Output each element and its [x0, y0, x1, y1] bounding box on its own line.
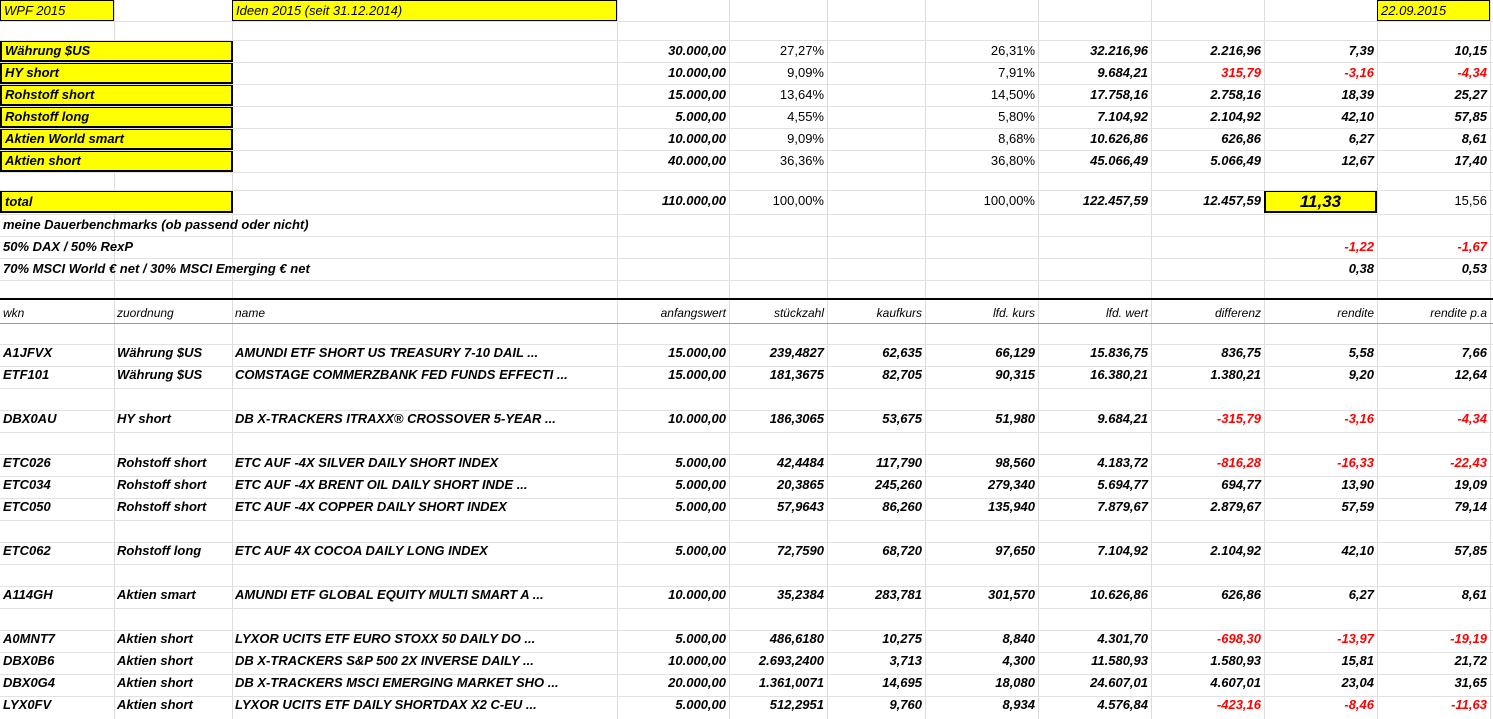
position-zuordnung[interactable]: Aktien short	[117, 675, 193, 690]
position-rendite-pa[interactable]: -4,34	[1457, 411, 1487, 426]
position-name[interactable]: DB X-TRACKERS ITRAXX® CROSSOVER 5-YEAR ...	[235, 411, 556, 426]
position-lfd-wert[interactable]: 24.607,01	[1090, 675, 1148, 690]
total-anfangswert[interactable]: 110.000,00	[661, 193, 726, 208]
total-lfd-wert[interactable]: 122.457,59	[1082, 193, 1148, 208]
position-rendite[interactable]: 15,81	[1341, 653, 1374, 668]
summary-anteil-aktuell[interactable]: 36,80%	[990, 153, 1035, 168]
position-lfd-kurs[interactable]: 4,300	[1002, 653, 1035, 668]
summary-anfangswert[interactable]: 40.000,00	[668, 153, 726, 168]
position-stueckzahl[interactable]: 2.693,2400	[758, 653, 824, 668]
position-lfd-kurs[interactable]: 8,934	[1002, 697, 1035, 712]
position-lfd-kurs[interactable]: 135,940	[988, 499, 1035, 514]
grid-row-line	[0, 454, 1493, 455]
position-lfd-kurs[interactable]: 97,650	[995, 543, 1035, 558]
summary-anteil-aktuell[interactable]: 26,31%	[990, 43, 1035, 58]
position-rendite[interactable]: 23,04	[1341, 675, 1374, 690]
position-anfangswert[interactable]: 5.000,00	[675, 697, 726, 712]
grid-row-line	[0, 214, 1493, 215]
grid-row-line	[0, 21, 1493, 22]
position-wkn[interactable]: A0MNT7	[3, 631, 56, 646]
position-differenz[interactable]: 626,86	[1221, 587, 1261, 602]
position-differenz[interactable]: 836,75	[1221, 345, 1261, 360]
grid-row-line	[0, 388, 1493, 389]
position-rendite-pa[interactable]: -22,43	[1450, 455, 1487, 470]
position-anfangswert[interactable]: 10.000,00	[668, 653, 726, 668]
summary-label[interactable]: Aktien World smart	[0, 128, 233, 150]
total-label[interactable]: total	[0, 190, 233, 213]
position-lfd-wert[interactable]: 7.879,67	[1097, 499, 1148, 514]
position-differenz[interactable]: 1.580,93	[1210, 653, 1261, 668]
position-rendite[interactable]: 6,27	[1348, 587, 1374, 602]
position-lfd-wert[interactable]: 4.301,70	[1097, 631, 1148, 646]
position-lfd-wert[interactable]: 4.183,72	[1097, 455, 1148, 470]
position-stueckzahl[interactable]: 1.361,0071	[758, 675, 824, 690]
summary-anteil-start[interactable]: 4,55%	[787, 109, 824, 124]
position-name[interactable]: ETC AUF -4X COPPER DAILY SHORT INDEX	[235, 499, 507, 514]
position-rendite-pa[interactable]: 19,09	[1454, 477, 1487, 492]
summary-anteil-start[interactable]: 13,64%	[779, 87, 824, 102]
position-zuordnung[interactable]: Aktien short	[117, 631, 193, 646]
position-wkn[interactable]: DBX0AU	[3, 411, 57, 426]
position-kaufkurs[interactable]: 9,760	[889, 697, 922, 712]
grid-row-line	[0, 542, 1493, 543]
position-wkn[interactable]: A1JFVX	[3, 345, 53, 360]
position-anfangswert[interactable]: 5.000,00	[675, 455, 726, 470]
position-kaufkurs[interactable]: 68,720	[882, 543, 922, 558]
position-wkn[interactable]: LYX0FV	[3, 697, 52, 712]
benchmark-rendite-pa[interactable]: 0,53	[1461, 261, 1487, 276]
summary-anfangswert[interactable]: 10.000,00	[668, 65, 726, 80]
grid-row-line	[0, 410, 1493, 411]
total-anteil-start[interactable]: 100,00%	[772, 193, 824, 208]
position-name[interactable]: DB X-TRACKERS MSCI EMERGING MARKET SHO ...	[235, 675, 559, 690]
position-rendite-pa[interactable]: 12,64	[1454, 367, 1487, 382]
summary-rendite-pa[interactable]: 17,40	[1454, 153, 1487, 168]
position-differenz[interactable]: -315,79	[1216, 411, 1261, 426]
grid-row-line	[0, 564, 1493, 565]
position-name[interactable]: LYXOR UCITS ETF DAILY SHORTDAX X2 C-EU ...	[235, 697, 537, 712]
position-rendite[interactable]: 13,90	[1341, 477, 1374, 492]
position-lfd-kurs[interactable]: 301,570	[988, 587, 1035, 602]
position-lfd-kurs[interactable]: 51,980	[995, 411, 1035, 426]
position-lfd-kurs[interactable]: 90,315	[995, 367, 1035, 382]
position-kaufkurs[interactable]: 86,260	[882, 499, 922, 514]
summary-rendite[interactable]: 18,39	[1341, 87, 1374, 102]
summary-rendite[interactable]: 12,67	[1341, 153, 1374, 168]
position-stueckzahl[interactable]: 186,3065	[769, 411, 824, 426]
summary-lfd-wert[interactable]: 10.626,86	[1090, 131, 1148, 146]
summary-anteil-start[interactable]: 9,09%	[787, 131, 824, 146]
position-name[interactable]: ETC AUF 4X COCOA DAILY LONG INDEX	[235, 543, 488, 558]
position-kaufkurs[interactable]: 283,781	[875, 587, 922, 602]
position-stueckzahl[interactable]: 239,4827	[769, 345, 824, 360]
summary-differenz[interactable]: 2.216,96	[1210, 43, 1261, 58]
summary-label[interactable]: Rohstoff short	[0, 84, 233, 106]
position-lfd-wert[interactable]: 5.694,77	[1097, 477, 1148, 492]
grid-row-line	[0, 608, 1493, 609]
position-anfangswert[interactable]: 15.000,00	[668, 345, 726, 360]
position-anfangswert[interactable]: 20.000,00	[668, 675, 726, 690]
position-stueckzahl[interactable]: 72,7590	[777, 543, 824, 558]
position-differenz[interactable]: 2.879,67	[1210, 499, 1261, 514]
summary-lfd-wert[interactable]: 45.066,49	[1090, 153, 1148, 168]
summary-lfd-wert[interactable]: 9.684,21	[1097, 65, 1148, 80]
summary-label[interactable]: Währung $US	[0, 40, 233, 62]
position-zuordnung[interactable]: Währung $US	[117, 345, 203, 360]
position-lfd-wert[interactable]: 16.380,21	[1090, 367, 1148, 382]
position-rendite[interactable]: -8,46	[1344, 697, 1374, 712]
position-lfd-kurs[interactable]: 8,840	[1002, 631, 1035, 646]
summary-anfangswert[interactable]: 30.000,00	[668, 43, 726, 58]
summary-differenz[interactable]: 2.104,92	[1210, 109, 1261, 124]
benchmark-label[interactable]: 50% DAX / 50% RexP	[3, 239, 134, 254]
position-zuordnung[interactable]: Rohstoff short	[117, 499, 207, 514]
col-header-zuordnung[interactable]: zuordnung	[117, 306, 174, 320]
position-wkn[interactable]: DBX0B6	[3, 653, 55, 668]
grid-row-line	[0, 40, 1493, 41]
position-wkn[interactable]: DBX0G4	[3, 675, 56, 690]
position-rendite-pa[interactable]: -19,19	[1450, 631, 1487, 646]
total-anteil-aktuell[interactable]: 100,00%	[983, 193, 1035, 208]
summary-anteil-aktuell[interactable]: 14,50%	[990, 87, 1035, 102]
sheet-date[interactable]: 22.09.2015	[1377, 0, 1490, 21]
grid-row-line	[0, 520, 1493, 521]
summary-rendite[interactable]: -3,16	[1344, 65, 1374, 80]
position-differenz[interactable]: 4.607,01	[1210, 675, 1261, 690]
position-anfangswert[interactable]: 5.000,00	[675, 499, 726, 514]
col-header-rendite-pa[interactable]: rendite p.a	[1430, 306, 1487, 320]
position-kaufkurs[interactable]: 62,635	[882, 345, 922, 360]
position-rendite-pa[interactable]: -11,63	[1451, 697, 1487, 712]
position-name[interactable]: COMSTAGE COMMERZBANK FED FUNDS EFFECTI ...	[235, 367, 568, 382]
position-rendite-pa[interactable]: 31,65	[1454, 675, 1487, 690]
position-wkn[interactable]: ETC050	[3, 499, 51, 514]
grid-row-line	[0, 172, 1493, 173]
position-name[interactable]: AMUNDI ETF SHORT US TREASURY 7-10 DAIL ...	[235, 345, 539, 360]
position-kaufkurs[interactable]: 53,675	[882, 411, 922, 426]
grid-row-line	[0, 84, 1493, 85]
position-differenz[interactable]: 1.380,21	[1210, 367, 1261, 382]
col-header-name[interactable]: name	[235, 306, 266, 320]
grid-row-line	[0, 432, 1493, 433]
position-lfd-wert[interactable]: 9.684,21	[1097, 411, 1148, 426]
grid-row-line	[0, 128, 1493, 129]
summary-rendite-pa[interactable]: 57,85	[1454, 109, 1487, 124]
sheet-subtitle[interactable]: Ideen 2015 (seit 31.12.2014)	[232, 0, 617, 21]
position-name[interactable]: LYXOR UCITS ETF EURO STOXX 50 DAILY DO ...	[235, 631, 536, 646]
summary-differenz[interactable]: 5.066,49	[1210, 153, 1261, 168]
position-wkn[interactable]: ETF101	[3, 367, 50, 382]
position-stueckzahl[interactable]: 42,4484	[777, 455, 824, 470]
position-kaufkurs[interactable]: 82,705	[882, 367, 922, 382]
summary-anteil-aktuell[interactable]: 5,80%	[998, 109, 1035, 124]
position-wkn[interactable]: ETC034	[3, 477, 51, 492]
position-wkn[interactable]: ETC062	[3, 543, 51, 558]
position-kaufkurs[interactable]: 3,713	[889, 653, 922, 668]
summary-anteil-start[interactable]: 9,09%	[787, 65, 824, 80]
grid-row-line	[0, 280, 1493, 281]
position-stueckzahl[interactable]: 20,3865	[777, 477, 824, 492]
benchmark-heading[interactable]: meine Dauerbenchmarks (ob passend oder nicht)	[3, 217, 309, 232]
benchmark-rendite[interactable]: -1,22	[1344, 239, 1374, 254]
position-wkn[interactable]: A114GH	[3, 587, 53, 602]
col-header-anfangswert[interactable]: anfangswert	[660, 306, 726, 320]
grid-row-line	[0, 366, 1493, 367]
benchmark-label[interactable]: 70% MSCI World € net / 30% MSCI Emerging € net	[3, 261, 310, 276]
position-stueckzahl[interactable]: 35,2384	[777, 587, 824, 602]
position-lfd-kurs[interactable]: 66,129	[995, 345, 1035, 360]
col-header-kaufkurs[interactable]: kaufkurs	[876, 306, 922, 320]
summary-rendite-pa[interactable]: 25,27	[1454, 87, 1487, 102]
position-zuordnung[interactable]: Rohstoff long	[117, 543, 202, 558]
grid-row-line	[0, 236, 1493, 237]
summary-differenz[interactable]: 626,86	[1221, 131, 1261, 146]
position-anfangswert[interactable]: 15.000,00	[668, 367, 726, 382]
summary-label[interactable]: HY short	[0, 62, 233, 84]
position-rendite[interactable]: -13,97	[1337, 631, 1374, 646]
position-kaufkurs[interactable]: 245,260	[875, 477, 922, 492]
position-zuordnung[interactable]: Währung $US	[117, 367, 203, 382]
position-rendite-pa[interactable]: 21,72	[1454, 653, 1487, 668]
position-rendite[interactable]: 5,58	[1348, 345, 1374, 360]
position-differenz[interactable]: 694,77	[1221, 477, 1261, 492]
summary-label[interactable]: Rohstoff long	[0, 106, 233, 128]
col-header-wkn[interactable]: wkn	[3, 306, 25, 320]
summary-anfangswert[interactable]: 5.000,00	[675, 109, 726, 124]
grid-row-line	[0, 696, 1493, 697]
summary-rendite-pa[interactable]: 8,61	[1461, 131, 1487, 146]
col-header-differenz[interactable]: differenz	[1214, 306, 1261, 320]
position-rendite[interactable]: 9,20	[1348, 367, 1374, 382]
position-kaufkurs[interactable]: 14,695	[882, 675, 922, 690]
position-lfd-kurs[interactable]: 18,080	[995, 675, 1035, 690]
grid-row-line	[0, 674, 1493, 675]
summary-differenz[interactable]: 315,79	[1221, 65, 1261, 80]
position-kaufkurs[interactable]: 117,790	[875, 455, 922, 470]
grid-row-line	[0, 62, 1493, 63]
position-differenz[interactable]: -423,16	[1216, 697, 1261, 712]
position-lfd-wert[interactable]: 11.580,93	[1091, 653, 1148, 668]
position-lfd-wert[interactable]: 10.626,86	[1090, 587, 1148, 602]
position-rendite-pa[interactable]: 8,61	[1461, 587, 1487, 602]
total-rendite-pa[interactable]: 15,56	[1454, 193, 1487, 208]
position-rendite[interactable]: -3,16	[1344, 411, 1374, 426]
col-header-lfd-wert[interactable]: lfd. wert	[1105, 306, 1148, 320]
grid-row-line	[0, 652, 1493, 653]
position-rendite-pa[interactable]: 7,66	[1461, 345, 1487, 360]
grid-row-line	[0, 258, 1493, 259]
position-stueckzahl[interactable]: 181,3675	[769, 367, 824, 382]
position-differenz[interactable]: -698,30	[1216, 631, 1261, 646]
summary-anfangswert[interactable]: 10.000,00	[668, 131, 726, 146]
position-anfangswert[interactable]: 10.000,00	[668, 411, 726, 426]
position-lfd-wert[interactable]: 7.104,92	[1097, 543, 1148, 558]
header-divider	[0, 298, 1493, 300]
position-stueckzahl[interactable]: 57,9643	[777, 499, 824, 514]
summary-anteil-aktuell[interactable]: 7,91%	[998, 65, 1035, 80]
grid-row-line	[0, 586, 1493, 587]
grid-row-line	[0, 106, 1493, 107]
position-name[interactable]: ETC AUF -4X SILVER DAILY SHORT INDEX	[235, 455, 499, 470]
grid-col-line	[1490, 0, 1491, 719]
position-kaufkurs[interactable]: 10,275	[882, 631, 922, 646]
summary-rendite[interactable]: 42,10	[1341, 109, 1374, 124]
summary-rendite[interactable]: 7,39	[1348, 43, 1374, 58]
position-name[interactable]: ETC AUF -4X BRENT OIL DAILY SHORT INDE ...	[235, 477, 528, 492]
grid-row-line	[0, 498, 1493, 499]
position-wkn[interactable]: ETC026	[3, 455, 51, 470]
position-stueckzahl[interactable]: 512,2951	[769, 697, 824, 712]
summary-lfd-wert[interactable]: 32.216,96	[1090, 43, 1148, 58]
position-anfangswert[interactable]: 10.000,00	[668, 587, 726, 602]
grid-row-line	[0, 190, 1493, 191]
total-differenz[interactable]: 12.457,59	[1203, 193, 1261, 208]
col-header-stueckzahl[interactable]: stückzahl	[773, 306, 824, 320]
grid-row-line	[0, 476, 1493, 477]
position-zuordnung[interactable]: Aktien short	[117, 697, 193, 712]
summary-anfangswert[interactable]: 15.000,00	[668, 87, 726, 102]
grid-row-line	[0, 150, 1493, 151]
header-divider-bottom	[0, 323, 1493, 324]
position-differenz[interactable]: 2.104,92	[1210, 543, 1261, 558]
position-differenz[interactable]: -816,28	[1216, 455, 1261, 470]
summary-rendite-pa[interactable]: 10,15	[1454, 43, 1487, 58]
position-name[interactable]: DB X-TRACKERS S&P 500 2X INVERSE DAILY ...	[235, 653, 534, 668]
position-name[interactable]: AMUNDI ETF GLOBAL EQUITY MULTI SMART A ...	[235, 587, 544, 602]
position-anfangswert[interactable]: 5.000,00	[675, 631, 726, 646]
grid-row-line	[0, 344, 1493, 345]
position-zuordnung[interactable]: Rohstoff short	[117, 455, 207, 470]
position-zuordnung[interactable]: HY short	[117, 411, 171, 426]
position-lfd-kurs[interactable]: 98,560	[995, 455, 1035, 470]
position-stueckzahl[interactable]: 486,6180	[769, 631, 824, 646]
total-rendite[interactable]: 11,33	[1264, 190, 1377, 213]
position-rendite[interactable]: 42,10	[1341, 543, 1374, 558]
benchmark-rendite[interactable]: 0,38	[1348, 261, 1374, 276]
summary-rendite-pa[interactable]: -4,34	[1457, 65, 1487, 80]
summary-differenz[interactable]: 2.758,16	[1210, 87, 1261, 102]
summary-anteil-aktuell[interactable]: 8,68%	[998, 131, 1035, 146]
position-rendite-pa[interactable]: 79,14	[1454, 499, 1487, 514]
summary-anteil-start[interactable]: 36,36%	[779, 153, 824, 168]
position-lfd-wert[interactable]: 15.836,75	[1090, 345, 1148, 360]
summary-label[interactable]: Aktien short	[0, 150, 233, 172]
position-anfangswert[interactable]: 5.000,00	[675, 477, 726, 492]
position-anfangswert[interactable]: 5.000,00	[675, 543, 726, 558]
position-lfd-wert[interactable]: 4.576,84	[1097, 697, 1148, 712]
position-rendite[interactable]: 57,59	[1341, 499, 1374, 514]
summary-lfd-wert[interactable]: 7.104,92	[1097, 109, 1148, 124]
sheet-title[interactable]: WPF 2015	[0, 0, 114, 21]
position-zuordnung[interactable]: Rohstoff short	[117, 477, 207, 492]
position-rendite[interactable]: -16,33	[1337, 455, 1374, 470]
summary-anteil-start[interactable]: 27,27%	[779, 43, 824, 58]
position-rendite-pa[interactable]: 57,85	[1454, 543, 1487, 558]
col-header-lfd-kurs[interactable]: lfd. kurs	[992, 306, 1035, 320]
benchmark-rendite-pa[interactable]: -1,67	[1457, 239, 1487, 254]
position-zuordnung[interactable]: Aktien short	[117, 653, 193, 668]
summary-lfd-wert[interactable]: 17.758,16	[1090, 87, 1148, 102]
summary-rendite[interactable]: 6,27	[1348, 131, 1374, 146]
grid-row-line	[0, 630, 1493, 631]
col-header-rendite[interactable]: rendite	[1337, 306, 1374, 320]
position-lfd-kurs[interactable]: 279,340	[988, 477, 1035, 492]
position-zuordnung[interactable]: Aktien smart	[117, 587, 196, 602]
